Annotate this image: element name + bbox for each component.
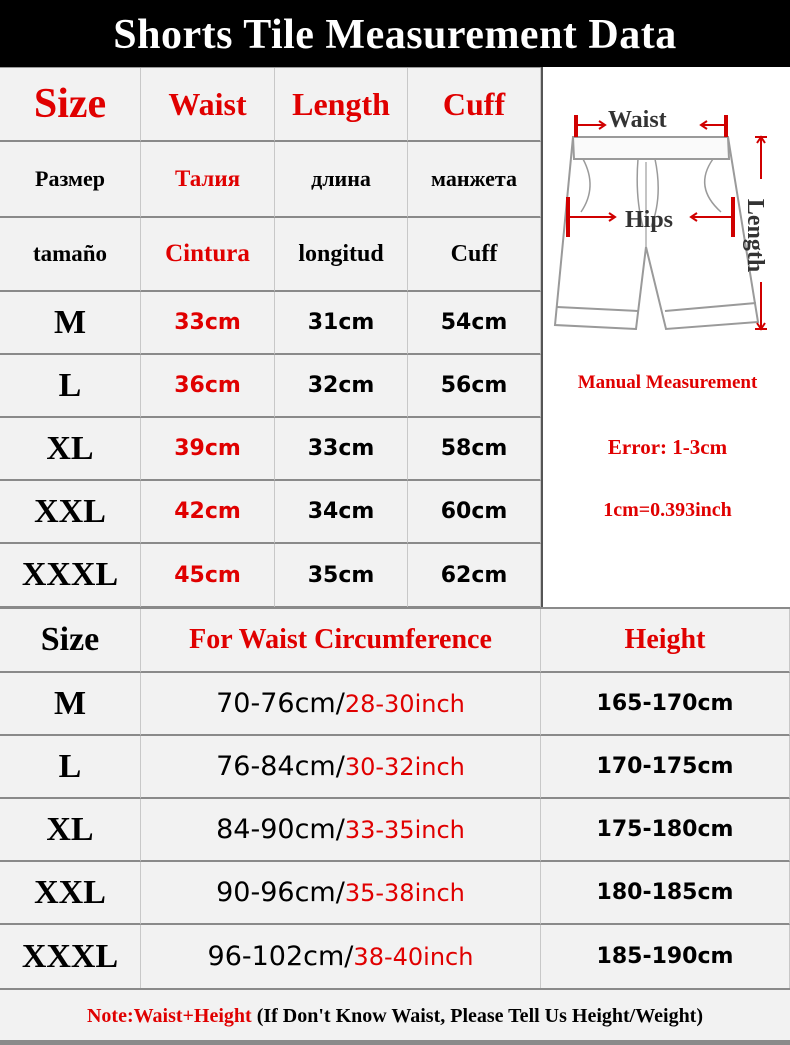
waist-cm: 96-102cm/ bbox=[207, 941, 354, 972]
bottom-header-height: Height bbox=[541, 609, 790, 673]
bottom-divider bbox=[0, 1040, 790, 1045]
bottom-row-height: 185-190cm bbox=[541, 925, 790, 990]
conversion-note: 1cm=0.393inch bbox=[603, 499, 732, 521]
footer-note bbox=[0, 988, 790, 1042]
waist-inch: 28-30inch bbox=[344, 689, 465, 718]
row-size: L bbox=[0, 355, 141, 418]
waist-inch: 33-35inch bbox=[344, 815, 465, 844]
bottom-row-size: M bbox=[0, 673, 141, 736]
row-cuff: 54cm bbox=[408, 292, 541, 355]
row-waist: 33cm bbox=[141, 292, 275, 355]
waist-inch: 35-38inch bbox=[344, 878, 465, 907]
header-size-ru: Размер bbox=[0, 142, 141, 218]
bottom-row-height: 175-180cm bbox=[541, 799, 790, 862]
bottom-row-waist bbox=[141, 673, 541, 736]
top-size-table bbox=[0, 67, 541, 608]
waist-inch: 38-40inch bbox=[353, 942, 474, 971]
header-waist-es: Cintura bbox=[141, 218, 275, 292]
note-prefix: Note: bbox=[86, 1004, 134, 1027]
row-cuff: 60cm bbox=[408, 481, 541, 544]
header-cuff-es: Cuff bbox=[408, 218, 541, 292]
header-size: Size bbox=[0, 68, 141, 142]
row-length: 33cm bbox=[275, 418, 408, 481]
header-cuff: Cuff bbox=[408, 68, 541, 142]
bottom-row-waist bbox=[141, 925, 541, 990]
bottom-row-height: 170-175cm bbox=[541, 736, 790, 799]
hips-label: Hips bbox=[625, 207, 674, 233]
row-size: XXXL bbox=[0, 544, 141, 608]
page-title: Shorts Tile Measurement Data bbox=[0, 0, 790, 67]
header-length-es: longitud bbox=[275, 218, 408, 292]
row-cuff: 58cm bbox=[408, 418, 541, 481]
bottom-row-size: L bbox=[0, 736, 141, 799]
note-red-text: Waist+Height bbox=[133, 1004, 252, 1027]
bottom-size-table bbox=[0, 607, 790, 990]
length-label: Length bbox=[742, 198, 769, 273]
bottom-row-size: XL bbox=[0, 799, 141, 862]
bottom-row-size: XXL bbox=[0, 862, 141, 925]
row-length: 32cm bbox=[275, 355, 408, 418]
row-cuff: 56cm bbox=[408, 355, 541, 418]
bottom-row-waist bbox=[141, 862, 541, 925]
waist-cm: 90-96cm/ bbox=[216, 877, 345, 908]
row-cuff: 62cm bbox=[408, 544, 541, 608]
bottom-header-size: Size bbox=[0, 609, 141, 673]
manual-measurement-note: Manual Measurement bbox=[577, 372, 758, 393]
row-length: 34cm bbox=[275, 481, 408, 544]
waist-cm: 76-84cm/ bbox=[216, 751, 345, 782]
row-size: XL bbox=[0, 418, 141, 481]
bottom-row-height: 165-170cm bbox=[541, 673, 790, 736]
header-waist-ru: Талия bbox=[141, 142, 275, 218]
waist-cm: 84-90cm/ bbox=[216, 814, 345, 845]
bottom-header-waist: For Waist Circumference bbox=[141, 609, 541, 673]
row-waist: 45cm bbox=[141, 544, 275, 608]
bottom-row-size: XXXL bbox=[0, 925, 141, 990]
header-waist: Waist bbox=[141, 68, 275, 142]
error-note: Error: 1-3cm bbox=[607, 435, 728, 459]
row-length: 31cm bbox=[275, 292, 408, 355]
row-length: 35cm bbox=[275, 544, 408, 608]
bottom-row-height: 180-185cm bbox=[541, 862, 790, 925]
waist-inch: 30-32inch bbox=[344, 752, 465, 781]
note-black-text: (If Don't Know Waist, Please Tell Us Height/Weight) bbox=[251, 1004, 704, 1027]
shorts-diagram-panel bbox=[541, 67, 790, 607]
header-cuff-ru: манжета bbox=[408, 142, 541, 218]
header-length: Length bbox=[275, 68, 408, 142]
header-length-ru: длина bbox=[275, 142, 408, 218]
waist-label: Waist bbox=[608, 107, 667, 133]
row-waist: 36cm bbox=[141, 355, 275, 418]
row-waist: 39cm bbox=[141, 418, 275, 481]
header-size-es: tamaño bbox=[0, 218, 141, 292]
row-size: M bbox=[0, 292, 141, 355]
row-waist: 42cm bbox=[141, 481, 275, 544]
waist-cm: 70-76cm/ bbox=[216, 688, 345, 719]
bottom-row-waist bbox=[141, 799, 541, 862]
row-size: XXL bbox=[0, 481, 141, 544]
bottom-row-waist bbox=[141, 736, 541, 799]
